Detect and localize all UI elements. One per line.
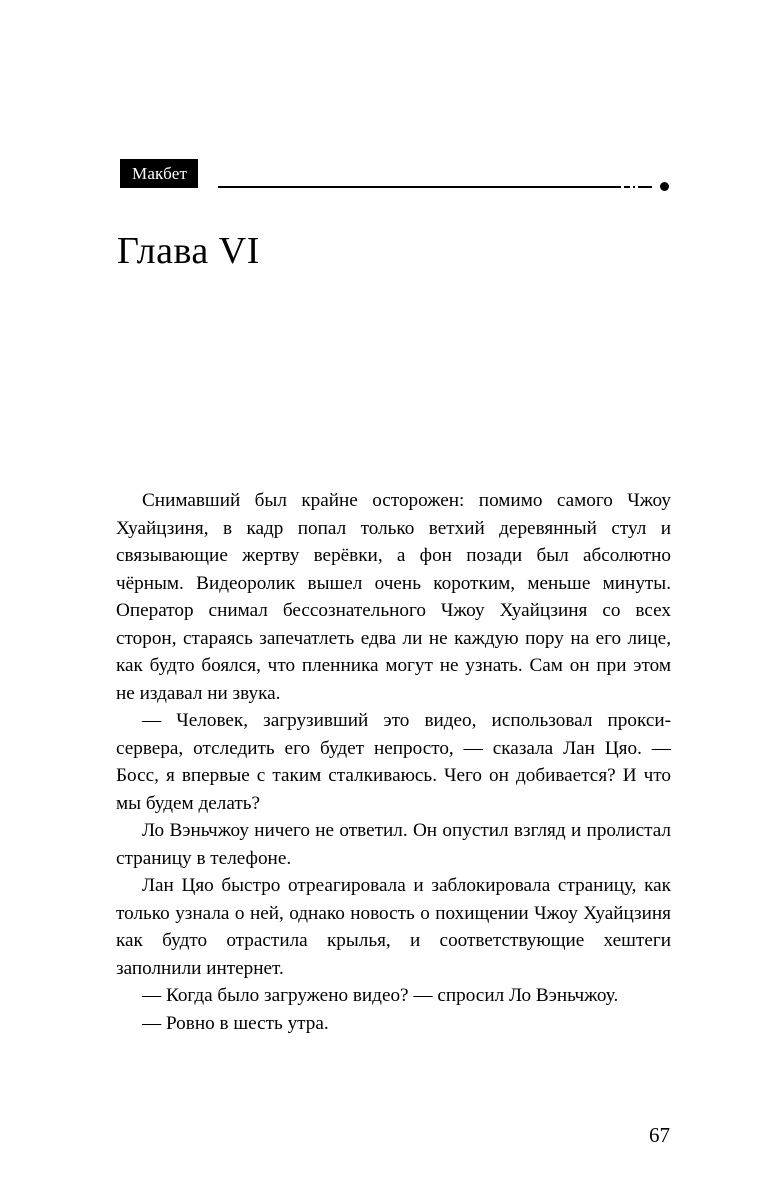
ornament-dash-2 — [624, 186, 630, 188]
running-head — [120, 159, 669, 191]
body-text-column — [116, 487, 671, 1037]
page-number: 67 — [649, 1123, 670, 1147]
paragraph: Лан Цяо быстро отреагировала и заблокировала страницу, как только узнала о ней, однако новость о похищении Чжоу Хуайцзиня как будто отрастила крылья, и соответствующие хештеги заполнили интернет. — [116, 875, 671, 979]
running-head-end-dot-icon — [660, 182, 669, 191]
paragraph: — Человек, загрузивший это видео, использовал прокси-сервера, отследить его будет непросто, — сказала Лан Цяо. — Босс, я впервые с таким сталкиваюсь. Чего он добивается? И что мы будем делать? — [116, 710, 671, 814]
ornament-dash-3 — [633, 186, 635, 188]
running-head-dash-ornament — [619, 186, 658, 188]
paragraph: — Когда было загружено видео? — спросил Ло Вэньчжоу. — [142, 985, 619, 1006]
running-head-rule — [218, 186, 619, 188]
chapter-title: Глава VI — [117, 230, 260, 273]
ornament-dash-1 — [619, 186, 621, 188]
paragraph: — Ровно в шесть утра. — [142, 1012, 329, 1034]
running-head-title-tag: Макбет — [120, 159, 198, 188]
ornament-dash-4 — [638, 186, 652, 188]
paragraph: Снимавший был крайне осторожен: помимо самого Чжоу Хуайцзиня, в кадр попал только ветхий деревянный стул и связывающие жертву верёвки, а фон позади был абсолютно чёрным. Видеоролик вышел очень коротким, меньше минуты. Оператор снимал бессознательного Чжоу Хуайцзиня со всех сторон, стараясь запечатлеть едва ли не каждую пору на его лице, как будто боялся, что пленника могут не узнать. Сам он при этом не издавал ни звука. — [116, 490, 671, 704]
paragraph: Ло Вэньчжоу ничего не ответил. Он опустил взгляд и пролистал страницу в телефоне. — [116, 820, 671, 869]
